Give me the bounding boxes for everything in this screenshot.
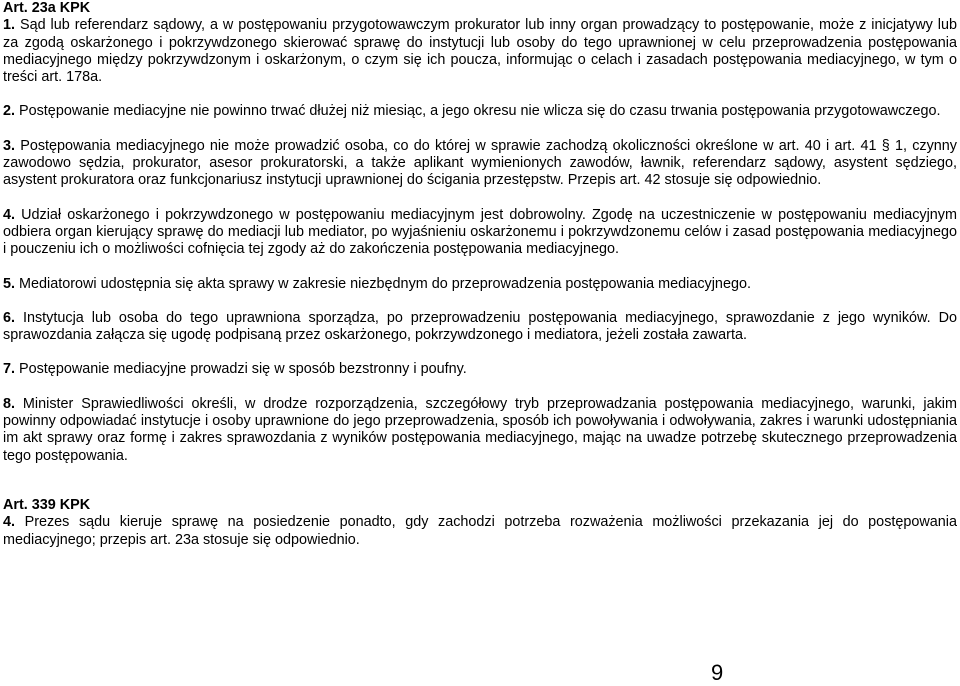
paragraph-number: 7. — [3, 361, 16, 378]
paragraph-number: 3. — [3, 137, 16, 154]
paragraph-number: 4. — [3, 514, 16, 531]
art23a-paragraph-2 — [3, 103, 957, 120]
article-23a-heading: Art. 23a KPK — [3, 0, 91, 16]
art339-paragraph-4 — [3, 514, 957, 549]
paragraph-number: 4. — [3, 206, 16, 223]
article-339-heading: Art. 339 KPK — [3, 496, 91, 513]
paragraph-text: Prezes sądu kieruje sprawę na posiedzenie ponadto, gdy zachodzi potrzeba rozważenia możliwości przekazania jej do postępowania mediacyjnego; przepis art. 23a stosuje się odpowiednio. — [3, 514, 957, 548]
paragraph-text: Postępowania mediacyjnego nie może prowadzić osoba, co do której w sprawie zachodzą okoliczności określone w art. 40 i art. 41 § 1, czynny zawodowo sędzia, prokurator, asesor prokuratorski, a także aplikant wymienionych zawodów, ławnik, referendarz sądowy, asystent sędziego, asystent prokuratora oraz funkcjonariusz instytucji uprawnionej do ścigania przestępstw. Przepis art. 42 stosuje się odpowiednio. — [3, 137, 957, 189]
paragraph-text: Minister Sprawiedliwości określi, w drodze rozporządzenia, szczegółowy tryb przeprowadzania postępowania mediacyjnego, warunki, jakim powinny odpowiadać instytucje i osoby uprawnione do jego przeprowadzenia, sposób ich powoływania i odwoływania, zakres i warunki udostępniania im akt sprawy oraz formę i zakres sprawozdania z wyników postępowania mediacyjnego, mając na uwadze potrzebę skutecznego przeprowadzenia tego postępowania. — [3, 395, 957, 464]
paragraph-text: Udział oskarżonego i pokrzywdzonego w postępowaniu mediacyjnym jest dobrowolny. Zgodę na uczestniczenie w postępowaniu mediacyjnym odbiera organ kierujący sprawę do mediacji lub mediator, po wyjaśnieniu oskarżonemu i pokrzywdzonemu celów i zasad postępowania mediacyjnego i pouczeniu ich o możliwości cofnięcia tej zgody aż do zakończenia postępowania mediacyjnego. — [3, 206, 957, 258]
art23a-paragraph-7 — [3, 361, 957, 378]
art23a-paragraph-5 — [3, 276, 957, 293]
paragraph-text: Postępowanie mediacyjne prowadzi się w sposób bezstronny i poufny. — [15, 361, 467, 378]
page-number: 9 — [711, 660, 724, 685]
art23a-paragraph-4 — [3, 207, 957, 259]
paragraph-number: 1. — [3, 17, 16, 34]
art23a-paragraph-6 — [3, 310, 957, 345]
paragraph-number: 6. — [3, 309, 16, 326]
paragraph-text: Sąd lub referendarz sądowy, a w postępowaniu przygotowawczym prokurator lub inny organ prowadzący to postępowanie, może z inicjatywy lub za zgodą oskarżonego i pokrzywdzonego skierować sprawę do instytucji lub osoby do tego uprawnionej w celu przeprowadzenia postępowania mediacyjnego między pokrzywdzonym i oskarżonym, o czym się ich poucza, informując o celach i zasadach postępowania mediacyjnego, w tym o treści art. 178a. — [3, 17, 957, 86]
paragraph-text: Instytucja lub osoba do tego uprawniona sporządza, po przeprowadzeniu postępowania mediacyjnego, sprawozdanie z jego wyników. Do sprawozdania załącza się ugodę podpisaną przez oskarżonego, pokrzywdzonego i mediatora, jeżeli została zawarta. — [3, 309, 957, 344]
art23a-paragraph-3 — [3, 138, 957, 190]
paragraph-text: Mediatorowi udostępnia się akta sprawy w zakresie niezbędnym do przeprowadzenia postępowania mediacyjnego. — [15, 275, 751, 292]
paragraph-number: 8. — [3, 395, 16, 412]
paragraph-number: 2. — [3, 103, 16, 120]
art23a-paragraph-8 — [3, 396, 957, 465]
paragraph-number: 5. — [3, 275, 16, 292]
paragraph-text: Postępowanie mediacyjne nie powinno trwać dłużej niż miesiąc, a jego okresu nie wlicza się do czasu trwania postępowania przygotowawczego. — [15, 103, 941, 120]
art23a-paragraph-1 — [3, 17, 957, 86]
